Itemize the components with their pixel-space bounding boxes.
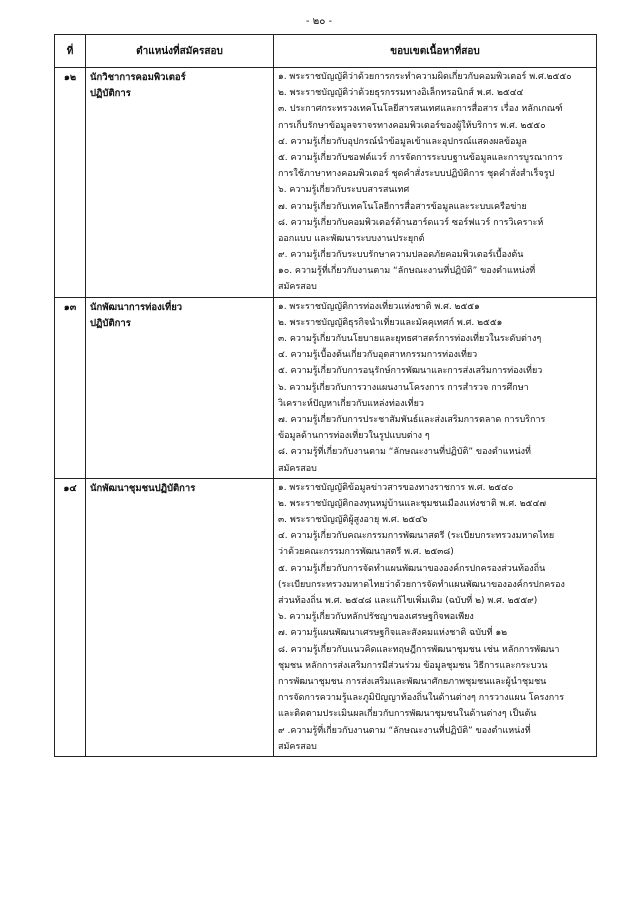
- scope-cell: [274, 297, 597, 478]
- scope-line: ๔. ความรู้เกี่ยวกับอุปกรณ์นำข้อมูลเข้าและอุปกรณ์แสดงผลข้อมูล: [278, 136, 527, 147]
- scope-line: ๖. ความรู้เกี่ยวกับระบบสารสนเทศ: [278, 185, 410, 196]
- position-cell: [86, 478, 274, 756]
- table-row: [55, 297, 597, 478]
- position-line: นักพัฒนาชุมชนปฏิบัติการ: [90, 482, 196, 494]
- scope-line: และติดตามประเมินผลเกี่ยวกับการพัฒนาชุมชนในด้านต่างๆ เป็นต้น: [278, 709, 537, 720]
- scope-line: สมัครสอบ: [278, 282, 317, 293]
- scope-line: ชุมชน หลักการส่งเสริมการมีส่วนร่วม ข้อมูลชุมชน วิธีการและกระบวน: [278, 660, 548, 671]
- scope-line: ๗. ความรู้เกี่ยวกับเทคโนโลยีการสื่อสารข้อมูลและระบบเครือข่าย: [278, 201, 527, 212]
- scope-line: ส่วนท้องถิ่น พ.ศ. ๒๕๔๘ และแก้ไขเพิ่มเติม (ฉบับที่ ๒) พ.ศ. ๒๕๕๙): [278, 596, 538, 606]
- scope-line: วิเคราะห์ปัญหาเกี่ยวกับแหล่งท่องเที่ยว: [278, 398, 424, 409]
- scope-line: ๓. ความรู้เกี่ยวกับนโยบายและยุทธศาสตร์การท่องเที่ยวในระดับต่างๆ: [278, 334, 542, 344]
- scope-line: การจัดการความรู้และภูมิปัญญาท้องถิ่นในด้านต่างๆ การวางแผน โครงการ: [278, 693, 565, 704]
- table-row: [55, 68, 597, 298]
- position-line: นักวิชาการคอมพิวเตอร์: [90, 72, 186, 83]
- scope-cell: [274, 68, 597, 298]
- scope-line: ๕. ความรู้เกี่ยวกับการอนุรักษ์การพัฒนาและการส่งเสริมการท่องเที่ยว: [278, 366, 543, 377]
- scope-line: ๒. พระราชบัญญัติกองทุนหมู่บ้านและชุมชนเมืองแห่งชาติ พ.ศ. ๒๕๔๗: [278, 498, 547, 509]
- scope-line: ๔. ความรู้เบื้องต้นเกี่ยวกับอุตสาหกรรมการท่องเที่ยว: [278, 350, 478, 361]
- scope-line: ว่าด้วยคณะกรรมการพัฒนาสตรี พ.ศ. ๒๕๓๘): [278, 547, 454, 558]
- scope-line: ๙. ความรู้เกี่ยวกับระบบรักษาความปลอดภัยคอมพิวเตอร์เบื้องต้น: [278, 250, 524, 261]
- row-number: ๑๔: [55, 478, 86, 756]
- page-number: - ๒๐ -: [305, 16, 333, 27]
- scope-line: ๓. พระราชบัญญัติผู้สูงอายุ พ.ศ. ๒๕๔๖: [278, 515, 428, 526]
- scope-line: ๓. ประกาศกระทรวงเทคโนโลยีสารสนเทศและการสื่อสาร เรื่อง หลักเกณฑ์: [278, 104, 563, 115]
- scope-line: ๖. ความรู้เกี่ยวกับหลักปรัชญาของเศรษฐกิจพอเพียง: [278, 612, 474, 623]
- scope-line: ๗. ความรู้เกี่ยวกับการประชาสัมพันธ์และส่งเสริมการตลาด การบริการ: [278, 414, 546, 425]
- row-number: ๑๓: [55, 297, 86, 478]
- scope-line: ๒. พระราชบัญญัติว่าด้วยธุรกรรมทางอิเล็กทรอนิกส์ พ.ศ. ๒๕๔๔: [278, 88, 524, 99]
- table-body: [55, 68, 597, 757]
- scope-line: ๕. ความรู้เกี่ยวกับการจัดทำแผนพัฒนาขององค์กรปกครองส่วนท้องถิ่น: [278, 563, 546, 574]
- position-line: นักพัฒนาการท่องเที่ยว: [90, 301, 183, 313]
- scope-line: การใช้ภาษาทางคอมพิวเตอร์ ชุดคำสั่งระบบปฏิบัติการ ชุดคำสั่งสำเร็จรูป: [278, 169, 555, 180]
- scope-line: ๔. ความรู้เกี่ยวกับคณะกรรมการพัฒนาสตรี (ระเบียบกระทรวงมหาดไทย: [278, 531, 555, 542]
- scope-line: ๑๐. ความรู้ที่เกี่ยวกับงานตาม “ลักษณะงานที่ปฏิบัติ” ของตำแหน่งที่: [278, 266, 536, 277]
- scope-line: ๙ .ความรู้ที่เกี่ยวกับงานตาม “ลักษณะงานที่ปฏิบัติ” ของตำแหน่งที่: [278, 725, 531, 736]
- scope-line: ๗. ความรู้แผนพัฒนาเศรษฐกิจและสังคมแห่งชาติ ฉบับที่ ๑๒: [278, 628, 508, 639]
- scope-line: ข้อมูลด้านการท่องเที่ยวในรูปแบบต่าง ๆ: [278, 431, 430, 442]
- scope-line: ๕. ความรู้เกี่ยวกับซอฟต์แวร์ การจัดการระบบฐานข้อมูลและการบูรณาการ: [278, 152, 563, 163]
- position-line: ปฏิบัติการ: [90, 317, 131, 329]
- scope-line: ๒. พระราชบัญญัติธุรกิจนำเที่ยวและมัคคุเทศก์ พ.ศ. ๒๕๕๑: [278, 317, 503, 328]
- table-header-row: [55, 35, 597, 68]
- position-cell: [86, 68, 274, 298]
- scope-line: ออกแบบ และพัฒนาระบบงานประยุกต์: [278, 233, 425, 244]
- scope-line: ๑. พระราชบัญญัติว่าด้วยการกระทำความผิดเกี่ยวกับคอมพิวเตอร์ พ.ศ.๒๕๕๐: [278, 72, 572, 82]
- position-cell: [86, 297, 274, 478]
- scope-line: การพัฒนาชุมชน การส่งเสริมและพัฒนาศักยภาพชุมชนและผู้นำชุมชน: [278, 676, 547, 687]
- scope-line: (ระเบียบกระทรวงมหาดไทยว่าด้วยการจัดทำแผนพัฒนาขององค์กรปกครอง: [278, 579, 565, 590]
- scope-line: สมัครสอบ: [278, 741, 317, 752]
- scope-line: สมัครสอบ: [278, 463, 317, 474]
- scope-cell: [274, 478, 597, 756]
- header-no: ที่: [55, 35, 86, 68]
- header-scope: ขอบเขตเนื้อหาที่สอบ: [274, 35, 597, 68]
- scope-line: ๘. ความรู้เกี่ยวกับคอมพิวเตอร์ด้านฮาร์ดแวร์ ซอร์ฟแวร์ การวิเคราะห์: [278, 217, 544, 228]
- header-position: ตำแหน่งที่สมัครสอบ: [86, 35, 274, 68]
- scope-line: ๘. ความรู้เกี่ยวกับแนวคิดและทฤษฎีการพัฒนาชุมชน เช่น หลักการพัฒนา: [278, 644, 560, 655]
- table-row: [55, 478, 597, 756]
- scope-line: ๑. พระราชบัญญัติข้อมูลข่าวสารของทางราชการ พ.ศ. ๒๕๔๐: [278, 482, 514, 493]
- position-line: ปฏิบัติการ: [90, 88, 131, 100]
- scope-line: ๖. ความรู้เกี่ยวกับการวางแผนงานโครงการ การสำรวจ การศึกษา: [278, 382, 529, 393]
- scope-line: ๑. พระราชบัญญัติการท่องเที่ยวแห่งชาติ พ.ศ. ๒๕๕๑: [278, 301, 480, 312]
- row-number: ๑๒: [55, 68, 86, 298]
- scope-line: ๘. ความรู้ที่เกี่ยวกับงานตาม “ลักษณะงานที่ปฏิบัติ” ของตำแหน่งที่: [278, 447, 531, 458]
- scope-line: การเก็บรักษาข้อมูลจราจรทางคอมพิวเตอร์ของผู้ให้บริการ พ.ศ. ๒๕๕๐: [278, 120, 546, 131]
- exam-scope-table: [54, 34, 597, 757]
